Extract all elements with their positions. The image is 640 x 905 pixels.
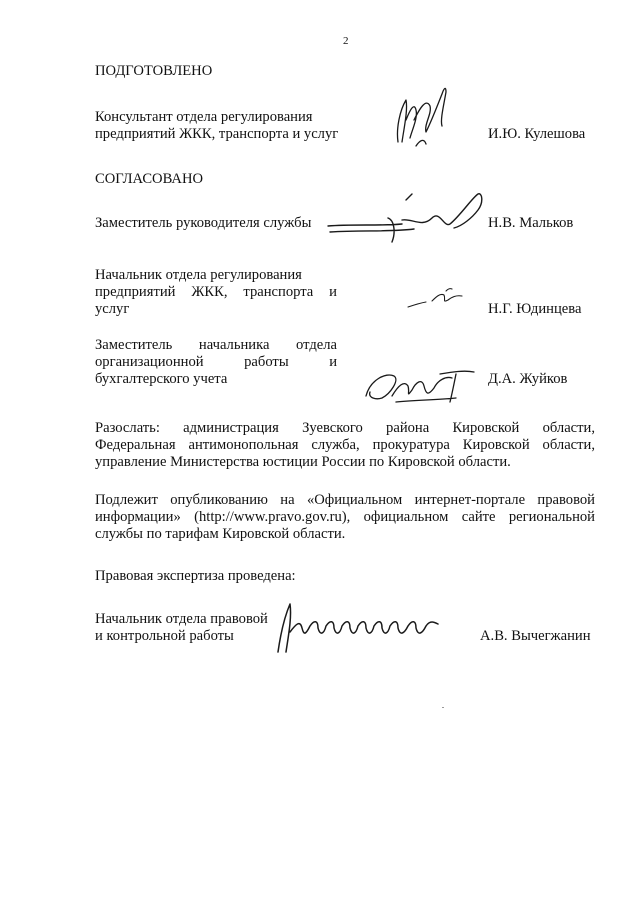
publication-line1: Подлежит опубликованию на «Официальном интернет-портале правовой — [95, 492, 595, 508]
signer-3-position-line2: организационной работы и — [95, 354, 337, 370]
legal-review-name: А.В. Вычегжанин — [480, 628, 591, 644]
publication-line2: информации» (http://www.pravo.gov.ru), официальном сайте региональной — [95, 509, 595, 525]
distribution-line2: Федеральная антимонопольная служба, прокуратура Кировской области, — [95, 437, 595, 453]
signature-kuleshova — [380, 80, 460, 160]
signature-vychegzhanin — [268, 598, 448, 658]
prepared-heading: ПОДГОТОВЛЕНО — [95, 63, 213, 79]
prepared-position-line2: предприятий ЖКК, транспорта и услуг — [95, 126, 339, 142]
signature-yudintseva — [400, 285, 480, 315]
page-number: 2 — [343, 35, 349, 47]
prepared-name: И.Ю. Кулешова — [488, 126, 586, 142]
signer-3-position-line1: Заместитель начальника отдела — [95, 337, 337, 353]
prepared-position-line1: Консультант отдела регулирования — [95, 109, 313, 125]
legal-review-text: Правовая экспертиза проведена: — [95, 568, 296, 584]
signature-malkov — [322, 188, 492, 248]
publication-line3: службы по тарифам Кировской области. — [95, 526, 346, 542]
legal-review-position-line2: и контрольной работы — [95, 628, 234, 644]
signer-2-position-line3: услуг — [95, 301, 130, 317]
scan-speck — [442, 707, 444, 708]
signer-1-position: Заместитель руководителя службы — [95, 215, 312, 231]
agreed-heading: СОГЛАСОВАНО — [95, 171, 204, 187]
signer-3-position-line3: бухгалтерского учета — [95, 371, 228, 387]
legal-review-position-line1: Начальник отдела правовой — [95, 611, 268, 627]
signature-zhuykov — [356, 360, 486, 410]
distribution-line1: Разослать: администрация Зуевского района Кировской области, — [95, 420, 595, 436]
distribution-line3: управление Министерства юстиции России по Кировской области. — [95, 454, 511, 470]
signer-2-position-line1: Начальник отдела регулирования — [95, 267, 302, 283]
signer-3-name: Д.А. Жуйков — [488, 371, 568, 387]
signer-2-position-line2: предприятий ЖКК, транспорта и — [95, 284, 337, 300]
signer-2-name: Н.Г. Юдинцева — [488, 301, 582, 317]
signer-1-name: Н.В. Мальков — [488, 215, 574, 231]
